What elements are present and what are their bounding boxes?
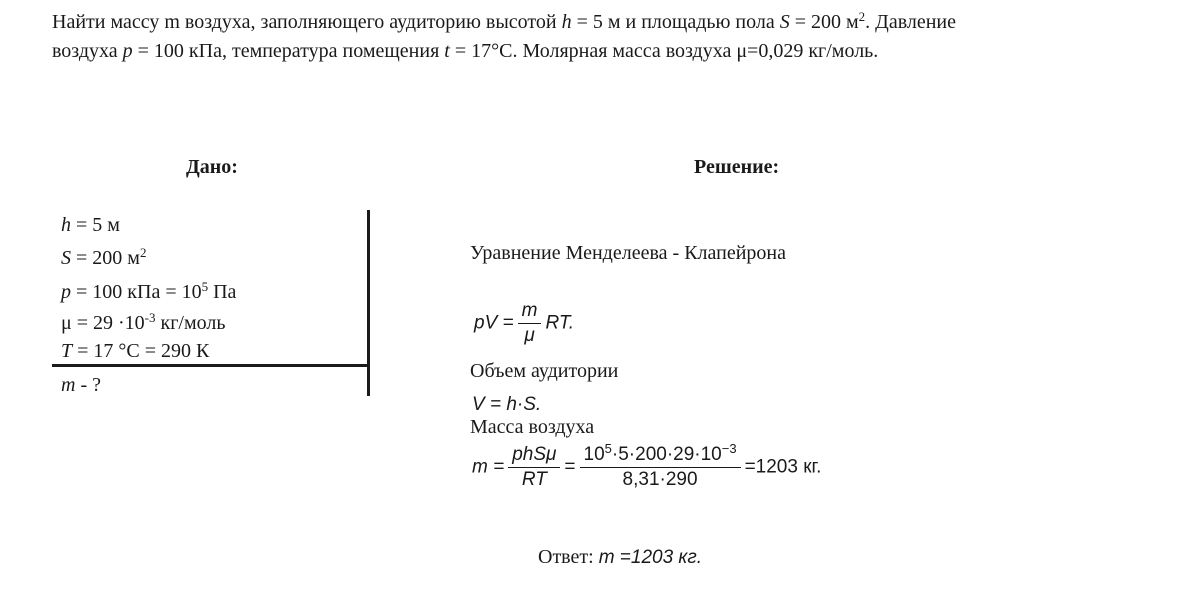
var-h: h: [61, 214, 71, 236]
problem-text: . Давление: [865, 11, 957, 33]
solution-heading: Решение:: [694, 156, 780, 178]
eq-result: =1203 кг.: [744, 456, 822, 478]
superscript: −3: [721, 441, 737, 456]
superscript: 2: [139, 245, 147, 260]
given-s: [61, 247, 146, 270]
problem-statement: [52, 8, 1162, 66]
var-s: S: [779, 11, 790, 33]
fraction-denominator: μ: [524, 325, 535, 346]
problem-text: = 5 м и площадью пола: [571, 11, 780, 33]
problem-line-2: [52, 37, 1162, 66]
numerator-part: ·5·200·29·10: [611, 444, 722, 465]
given-value: = 200 м: [71, 247, 140, 269]
volume-label: Объем аудитории: [470, 360, 619, 382]
eq-lhs: pV =: [474, 312, 514, 334]
fraction: [518, 300, 542, 347]
answer-value: m =1203 кг.: [598, 547, 703, 568]
eq-lhs: m =: [472, 456, 505, 478]
var-s: S: [61, 247, 71, 269]
given-find: [61, 374, 101, 397]
mass-label: Масса воздуха: [470, 416, 595, 438]
given-unit: Па: [208, 281, 237, 303]
equation-volume: V = h·S.: [472, 394, 542, 415]
given-mu: [61, 312, 226, 335]
superscript: 5: [604, 441, 612, 456]
given-value: μ = 29 ·10: [61, 312, 145, 334]
answer-label: Ответ:: [538, 546, 594, 568]
given-p: [61, 281, 236, 304]
var-m: m: [61, 374, 76, 396]
problem-text: = 17°С. Молярная масса воздуха μ=0,029 кг/моль.: [449, 40, 879, 62]
fraction-numerator: [580, 441, 741, 468]
equals-sign: =: [564, 456, 576, 478]
mendeleev-label: Уравнение Менделеева - Клапейрона: [470, 242, 786, 264]
eq-rhs: RT.: [545, 312, 574, 334]
superscript: -3: [144, 310, 156, 325]
problem-text: = 200 м: [789, 11, 859, 33]
given-value: = 100 кПа = 10: [71, 281, 202, 303]
fraction-numerator: phSμ: [508, 444, 560, 468]
given-value: = 5 м: [71, 214, 120, 236]
fraction: [580, 441, 741, 491]
var-p: p: [122, 40, 133, 62]
given-vertical-divider: [367, 210, 370, 396]
problem-line-1: [52, 8, 1162, 37]
given-h: [61, 214, 120, 237]
numerator-part: 10: [583, 444, 605, 465]
var-t: t: [444, 40, 450, 62]
problem-text: воздуха: [52, 40, 123, 62]
given-t: [61, 340, 209, 363]
problem-text: = 100 кПа, температура помещения: [132, 40, 445, 62]
given-value: = 17 °С = 290 К: [72, 340, 210, 362]
given-horizontal-divider: [52, 364, 370, 367]
given-heading: Дано:: [186, 156, 238, 178]
superscript: 2: [858, 9, 866, 24]
problem-text: Найти массу m воздуха, заполняющего аудиторию высотой: [52, 11, 562, 33]
given-value: - ?: [75, 374, 101, 396]
equation-mass: [472, 441, 822, 491]
fraction-numerator: m: [518, 300, 542, 324]
superscript: 5: [201, 279, 209, 294]
var-h: h: [561, 11, 572, 33]
given-unit: кг/моль: [155, 312, 226, 334]
fraction-denominator: RT: [521, 469, 547, 490]
var-t: T: [61, 340, 73, 362]
equation-mendeleev: [474, 300, 574, 347]
fraction-denominator: 8,31·290: [622, 469, 698, 490]
answer: [538, 546, 702, 569]
fraction: [508, 444, 560, 491]
var-p: p: [61, 281, 71, 303]
